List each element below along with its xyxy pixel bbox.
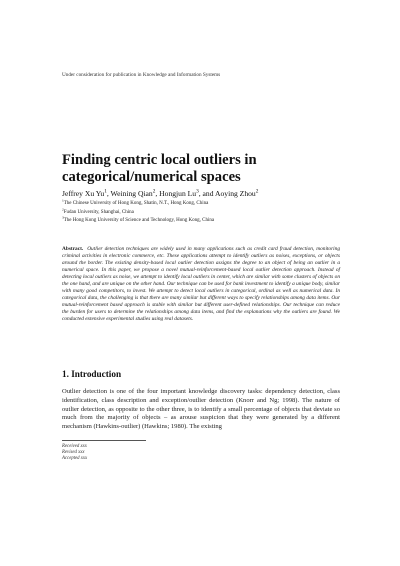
author-list [62, 189, 352, 198]
affiliation-mark: 2 [62, 206, 64, 211]
author-name: Aoying Zhou [215, 189, 256, 198]
paper-title: Finding centric local outliers in categorical/numerical spaces [62, 152, 257, 185]
received-date: Received xxx [62, 444, 87, 449]
affiliation-mark: 2 [255, 188, 259, 195]
revised-date: Revised xxx [62, 450, 85, 456]
author-name: Jeffrey Xu Yu [62, 189, 105, 198]
journal-note: Under consideration for publication in Knowledge and Information Systems [62, 72, 221, 78]
submission-dates [62, 444, 182, 462]
abstract-text: Outlier detection techniques are widely used in many applications such as credit card fraud detection, monitoring criminal activities in electronic commerce, etc. These applications attempt to identify outliers as noises, exceptions, or objects around the border. The existing density-based local outlier detection assigns the degree to an object of being an outlier in a numerical space. In this paper, we propose a novel mutual-reinforcement-based local outlier detection approach. Instead of detecting local outliers as noise, we attempt to identify local outliers in center, which are similar with some clusters of objects on the one hand, and are unique on the other hand. Our technique can be used for bank investment to identify a unique body, similar with many good competitors, to invest. We attempt to detect local outliers in categorical, ordinal as well as numerical data. In categorical data, the challenging is that there are many similar but different ways to specify relationships among data items. Our mutual-reinforcement based approach is stable with similar but different user-defined relationships. Our technique can reduce the burden for users to determine the relationships among data items, and find the explanations why the outliers are found. We conducted extensive experimental studies using real datasets. [62, 246, 340, 322]
author-separator: , and [198, 189, 215, 198]
intro-paragraph: Outlier detection is one of the four important knowledge discovery tasks: dependency detection, class identification, class description and exception/outlier detection (Knorr and Ng; 1998). The nature of outlier detection, as opposite to the other three, is to identify a small percentage of objects that deviate so much from the majority of objects – as arouse suspicion that they were generated by a different mechanism (Hawkins-outlier) (Hawkins; 1980). The existing [62, 388, 340, 430]
affiliation-item [62, 200, 352, 209]
affiliation-item [62, 206, 352, 218]
author-separator: , [106, 189, 111, 198]
section-heading: 1. Introduction [62, 369, 122, 379]
author-separator: , [155, 189, 160, 198]
affiliation-text: The Hong Kong University of Science and Technology, Hong Kong, China [63, 218, 215, 224]
affiliation-mark: 3 [196, 188, 199, 195]
affiliation-mark: 1 [62, 198, 64, 203]
affiliation-mark: 1 [104, 188, 107, 195]
footnote-rule [62, 440, 146, 441]
affiliation-list [62, 200, 352, 226]
affiliation-item [62, 217, 352, 226]
affiliation-mark: 3 [62, 215, 64, 220]
author-name: Hongjun Lu [159, 189, 197, 198]
affiliation-text: Fudan University, Shanghai, China [63, 209, 134, 215]
author-name: Weining Qian [110, 189, 153, 198]
abstract [62, 246, 340, 322]
affiliation-mark: 2 [152, 188, 156, 195]
abstract-label: Abstract. [62, 246, 84, 252]
affiliation-text: The Chinese University of Hong Kong, Shatin, N.T., Hong Kong, China [63, 201, 209, 206]
accepted-date: Accepted xxx [62, 456, 88, 462]
